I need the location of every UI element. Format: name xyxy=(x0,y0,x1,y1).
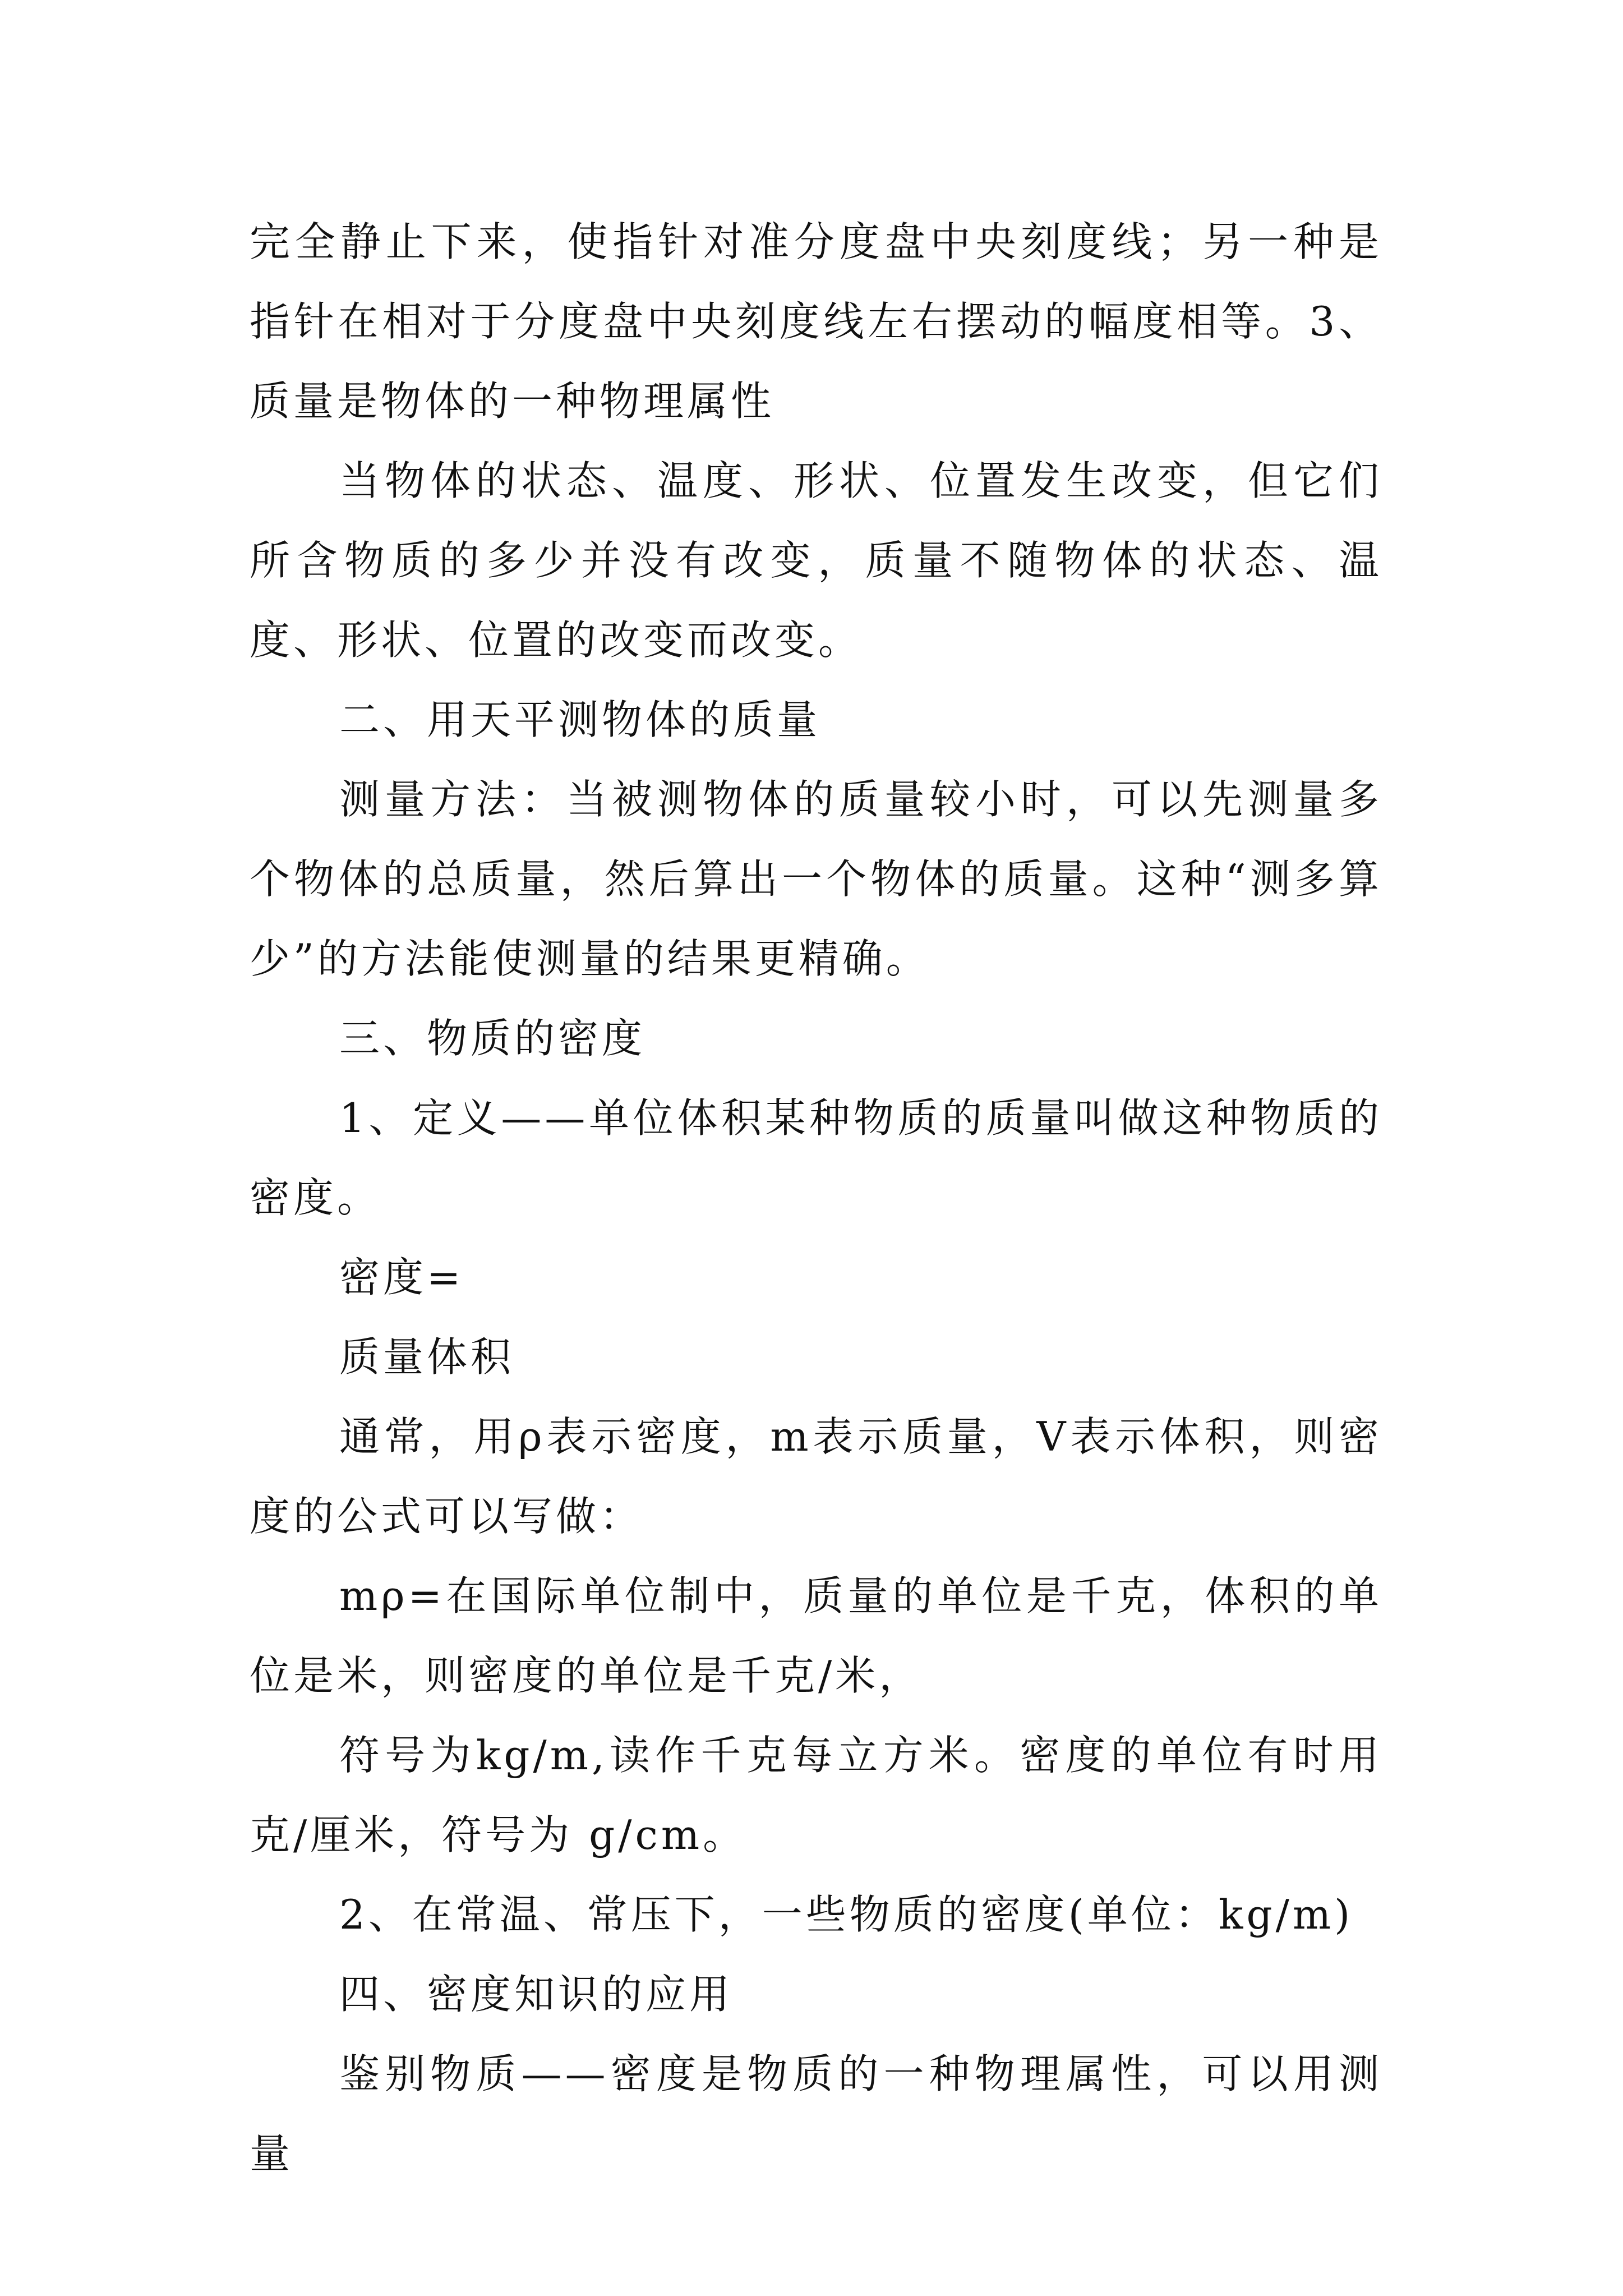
section-heading-measure-mass: 二、用天平测物体的质量 xyxy=(339,696,821,743)
paragraph-measure-method: 测量方法：当被测物体的质量较小时，可以先测量多个物体的总质量，然后算出一个物体的质量。这种“测多算少”的方法能使测量的结果更精确。 xyxy=(250,776,1382,982)
formula-mass-volume: 质量体积 xyxy=(339,1333,515,1381)
paragraph-unit-symbol: 符号为kg/m,读作千克每立方米。密度的单位有时用克/厘米，符号为 g/cm。 xyxy=(250,1732,1382,1858)
document-body xyxy=(250,202,1382,2193)
section-heading-density-application: 四、密度知识的应用 xyxy=(339,1971,734,2018)
paragraph-identify-substance: 鉴别物质——密度是物质的一种物理属性，可以用测量 xyxy=(250,2050,1382,2177)
formula-density-label: 密度= xyxy=(339,1254,464,1301)
paragraph-balance-calibration: 完全静止下来，使指针对准分度盘中央刻度线；另一种是指针在相对于分度盘中央刻度线左右摆动的幅度相等。3、质量是物体的一种物理属性 xyxy=(250,218,1382,425)
paragraph-density-symbols: 通常，用ρ表示密度，m表示质量，V表示体积，则密度的公式可以写做： xyxy=(250,1413,1382,1540)
paragraph-mass-property: 当物体的状态、温度、形状、位置发生改变，但它们所含物质的多少并没有改变，质量不随物体的状态、温度、形状、位置的改变而改变。 xyxy=(250,457,1382,664)
paragraph-si-units: mρ=在国际单位制中，质量的单位是千克，体积的单位是米，则密度的单位是千克/米， xyxy=(250,1572,1382,1699)
paragraph-density-definition: 1、定义——单位体积某种物质的质量叫做这种物质的密度。 xyxy=(250,1094,1382,1221)
section-heading-density: 三、物质的密度 xyxy=(339,1015,646,1062)
paragraph-density-table-intro: 2、在常温、常压下，一些物质的密度(单位：kg/m) xyxy=(339,1891,1354,1938)
